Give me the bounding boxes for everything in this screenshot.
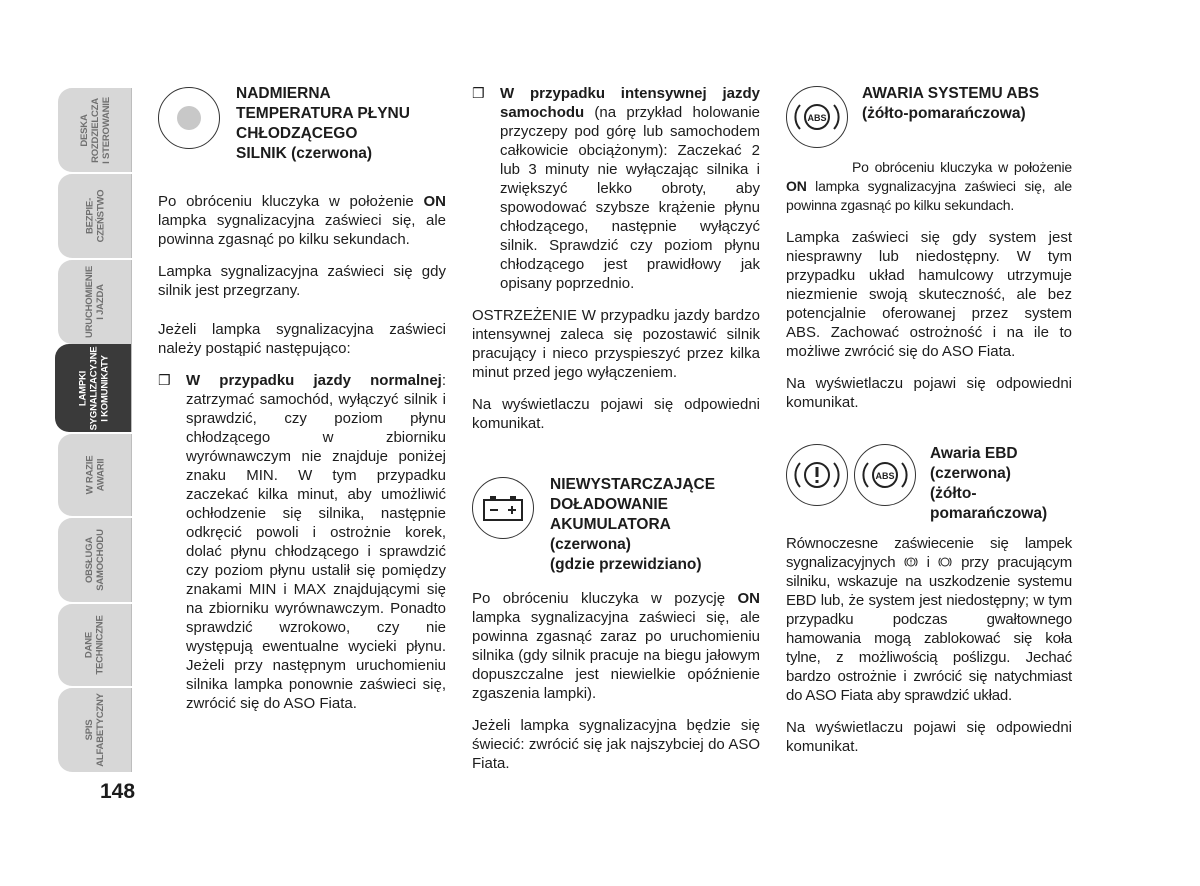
tab-bezpieczenstwo[interactable]	[58, 174, 132, 258]
tab-obsluga-samochodu[interactable]	[58, 518, 132, 602]
abs-icon-label: ABS	[807, 113, 827, 123]
paragraph: Lampka zaświeci się gdy system jest niesprawny lub niedostępny. W tym przypadku układ hamulcowy utrzymuje niezmienie swoją skuteczność, ale bez potencjalnie oferowanej przez system ABS. Zachować ostrożność i na ile to możliwe zwrócić się do ASO Fiata.	[786, 229, 1072, 360]
battery-warning-light	[472, 475, 550, 575]
abs-heading-block	[786, 84, 1072, 148]
paragraph: Po obróceniu kluczyka w położenie ON lampka sygnalizacyjna zaświeci się, ale powinna zgasnąć po kilku sekundach.	[158, 193, 446, 248]
ebd-warning-lights	[786, 444, 930, 524]
column-right	[786, 84, 1072, 769]
paragraph: Równoczesne zaświecenie się lampek sygnalizacyjnych i przy pracującym silniku, wskazuje na uszkodzenie systemu EBD lub, że system jest niedostępny; w tym przypadku podczas gwałtownego hamowania mogą zablokować się koła tylne, z możliwością poślizgu. Jechać bardzo ostrożnie i zwrócić się natychmiast do ASO Fiata aby sprawdzić układ.	[786, 535, 1072, 704]
brake-warning-icon	[786, 444, 848, 506]
battery-heading: NIEWYSTARCZAJĄCE DOŁADOWANIE AKUMULATORA (czerwona) (gdzie przewidziano)	[550, 476, 716, 573]
tab-label: DESKA ROZDZIELCZA I STEROWANIE	[78, 96, 112, 164]
coolant-heading: NADMIERNA TEMPERATURA PŁYNU CHŁODZĄCEGO SILNIK (czerwona)	[236, 85, 410, 162]
coolant-temperature-icon	[158, 87, 220, 149]
paragraph: Jeżeli lampka sygnalizacyjna będzie się świecić: zwrócić się jak najszybciej do ASO Fiata.	[472, 717, 760, 772]
coolant-warning-light	[158, 84, 236, 164]
column-middle	[472, 84, 760, 786]
paragraph: Na wyświetlaczu pojawi się odpowiedni komunikat.	[786, 719, 1072, 755]
coolant-heading-block	[158, 84, 446, 164]
checkbox-bullet-icon: ❒	[158, 372, 171, 388]
abs-icon-label: ABS	[875, 471, 895, 481]
page-number: 148	[100, 780, 136, 803]
tab-spis-alfabetyczny[interactable]	[58, 688, 132, 772]
tab-label: OBSŁUGA SAMOCHODU	[83, 529, 106, 591]
abs-heading: AWARIA SYSTEMU ABS (żółto-pomarańczowa)	[862, 85, 1040, 122]
tab-label: URUCHOMIENIE I JAZDA	[84, 265, 106, 339]
paragraph: Jeżeli lampka sygnalizacyjna zaświeci należy postąpić następująco:	[158, 321, 446, 357]
paragraph: Na wyświetlaczu pojawi się odpowiedni komunikat.	[786, 375, 1072, 411]
abs-icon	[854, 444, 916, 506]
abs-warning-light	[786, 84, 862, 148]
section-tabs	[0, 0, 140, 886]
abs-icon	[938, 555, 952, 569]
tab-uruchomienie[interactable]	[58, 260, 132, 344]
battery-icon	[472, 477, 534, 539]
tab-dane-techniczne[interactable]	[58, 604, 132, 686]
tab-lampki-sygnalizacyjne[interactable]	[55, 344, 132, 432]
tab-label: SPIS ALFABETYCZNY	[83, 693, 106, 767]
abs-icon	[786, 86, 848, 148]
tab-label: W RAZIE AWARII	[84, 455, 106, 495]
tab-deska-rozdzielcza[interactable]	[58, 88, 132, 172]
paragraph: OSTRZEŻENIE W przypadku jazdy bardzo intensywnej zaleca się pozostawić silnik pracujący i nieco przyspieszyć przez kilka minut przed jego wyłączeniem.	[472, 307, 760, 381]
paragraph: Na wyświetlaczu pojawi się odpowiedni komunikat.	[472, 396, 760, 432]
tab-label: DANE TECHNICZNE	[83, 615, 106, 675]
column-left	[158, 84, 446, 726]
checkbox-bullet-icon: ❒	[472, 85, 485, 101]
tab-label: LAMPKI SYGNALIZACYJNE I KOMUNIKATY	[77, 346, 110, 430]
paragraph: Po obróceniu kluczyka w położenie ON lampka sygnalizacyjna zaświeci się, ale powinna zgasnąć po kilku sekundach.	[786, 159, 1072, 213]
tab-label: BEZPIE- CZEŃSTWO	[83, 189, 106, 243]
ebd-heading: Awaria EBD (czerwona) (żółto- pomarańczowa)	[930, 445, 1048, 522]
brake-warning-icon	[904, 555, 918, 569]
bullet-item: ❒ W przypadku intensywnej jazdy samochodu (na przykład holowanie przyczepy pod górę lub samochodem całkowicie obciążonym): Zaczekać 2 lub 3 minuty nie wyłączając silnika i zwiększyć lekko obroty, aby spowodować szybsze krążenie płynu chłodzącego, następnie wyłączyć silnik. Sprawdzić czy poziom płynu chłodzącego jest prawidłowy jak opisany poprzednio.	[472, 85, 760, 292]
ebd-heading-block	[786, 444, 1072, 524]
paragraph: Po obróceniu kluczyka w pozycję ON lampka sygnalizacyjna zaświeci się, ale powinna zgasnąć zaraz po uruchomieniu silnika (gdy silnik pracuje na biegu jałowym dopuszczalne jest niewielkie opóźnienie zgaszenia lampki).	[472, 590, 760, 702]
bullet-item: ❒ W przypadku jazdy normalnej: zatrzymać samochód, wyłączyć silnik i sprawdzić, czy poziom płynu chłodzącego w zbiorniku wyrównawczym nie znajduje poniżej znaku MIN. W tym przypadku zaczekać kilka minut, aby umożliwić ochłodzenie się silnika, następnie odkręcić powoli i ostrożnie korek, dolać płynu chłodzącego i sprawdzić czy poziom płynu ustalił się pomiędzy znakami MIN i MAX znajdującymi się na zbiorniku wyrównawczym. Ponadto sprawdzić wzrokowo, czy nie występują ewentualne wycieki płynu. Jeżeli przy następnym uruchomieniu silnika lampka ponownie zaświeci się, zwrócić się do ASO Fiata.	[158, 372, 446, 712]
tab-w-razie-awarii[interactable]	[58, 434, 132, 516]
paragraph: Lampka sygnalizacyjna zaświeci się gdy silnik jest przegrzany.	[158, 263, 446, 299]
battery-heading-block	[472, 475, 760, 575]
